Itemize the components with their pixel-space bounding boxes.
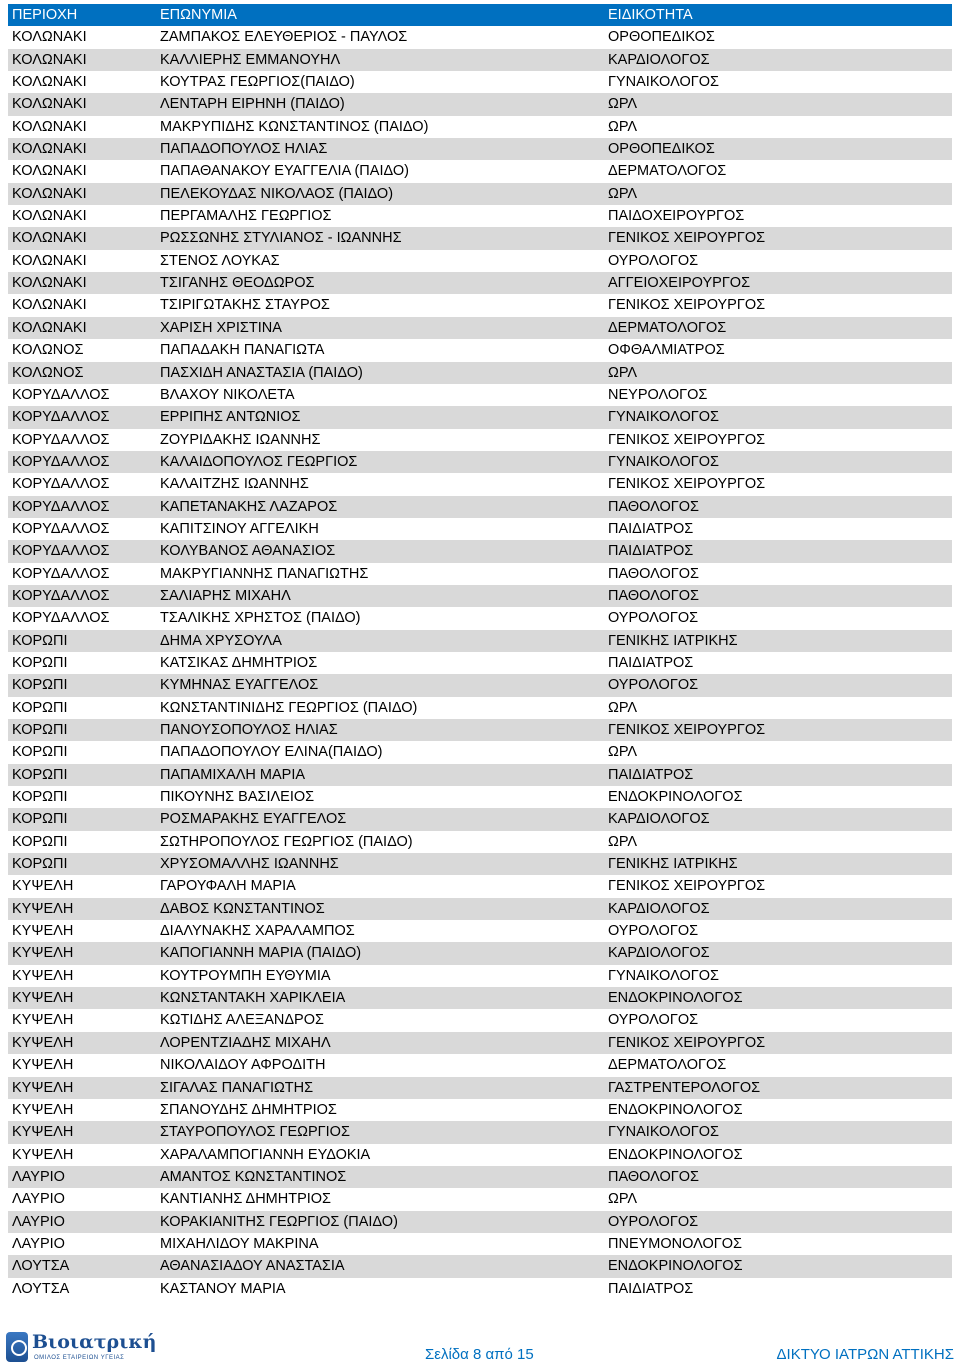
cell-specialty: ΓΥΝΑΙΚΟΛΟΓΟΣ	[608, 409, 719, 426]
table-row	[8, 630, 952, 652]
table-body	[8, 26, 952, 1300]
cell-specialty: ΓΥΝΑΙΚΟΛΟΓΟΣ	[608, 74, 719, 91]
cell-specialty: ΩΡΛ	[608, 364, 638, 381]
cell-specialty: ΕΝΔΟΚΡΙΝΟΛΟΓΟΣ	[608, 789, 743, 806]
cell-area: ΚΥΨΕΛΗ	[12, 900, 74, 917]
table-row	[8, 138, 952, 160]
cell-specialty: ΟΥΡΟΛΟΓΟΣ	[608, 252, 699, 269]
cell-area: ΛΑΥΡΙΟ	[12, 1213, 65, 1230]
cell-area: ΚΥΨΕΛΗ	[12, 945, 74, 962]
cell-name: ΑΜΑΝΤΟΣ ΚΩΝΣΤΑΝΤΙΝΟΣ	[160, 1168, 347, 1185]
cell-specialty: ΓΕΝΙΚΟΣ ΧΕΙΡΟΥΡΓΟΣ	[608, 230, 766, 247]
cell-area: ΚΟΡΩΠΙ	[12, 744, 68, 761]
cell-specialty: ΩΡΛ	[608, 699, 638, 716]
cell-specialty: ΩΡΛ	[608, 1191, 638, 1208]
cell-name: ΧΑΡΑΛΑΜΠΟΓΙΑΝΝΗ ΕΥΔΟΚΙΑ	[160, 1146, 371, 1163]
cell-area: ΚΟΡΥΔΑΛΛΟΣ	[12, 431, 110, 448]
table-row	[8, 898, 952, 920]
table-row	[8, 607, 952, 629]
cell-area: ΚΟΡΩΠΙ	[12, 654, 68, 671]
cell-area: ΚΟΡΩΠΙ	[12, 722, 68, 738]
cell-name: ΓΑΡΟΥΦΑΛΗ ΜΑΡΙΑ	[160, 878, 296, 895]
cell-name: ΣΩΤΗΡΟΠΟΥΛΟΣ ΓΕΩΡΓΙΟΣ (ΠΑΙΔΟ)	[160, 833, 413, 850]
cell-name: ΣΤΕΝΟΣ ΛΟΥΚΑΣ	[160, 252, 280, 269]
cell-specialty: ΠΑΘΟΛΟΓΟΣ	[608, 587, 700, 604]
cell-specialty: ΟΡΘΟΠΕΔΙΚΟΣ	[608, 29, 715, 46]
cell-specialty: ΝΕΥΡΟΛΟΓΟΣ	[608, 386, 708, 403]
cell-area: ΚΟΡΩΠΙ	[12, 811, 68, 828]
cell-area: ΚΥΨΕΛΗ	[12, 967, 74, 984]
table-row	[8, 563, 952, 585]
cell-area: ΚΟΡΥΔΑΛΛΟΣ	[12, 386, 110, 403]
table-row	[8, 205, 952, 227]
cell-specialty: ΓΕΝΙΚΟΣ ΧΕΙΡΟΥΡΓΟΣ	[608, 1034, 766, 1051]
cell-name: ΤΣΑΛΙΚΗΣ ΧΡΗΣΤΟΣ (ΠΑΙΔΟ)	[160, 610, 361, 627]
cell-specialty: ΩΡΛ	[608, 118, 638, 135]
table-row	[8, 764, 952, 786]
cell-area: ΚΟΛΩΝΑΚΙ	[12, 96, 87, 113]
cell-area: ΚΟΛΩΝΟΣ	[12, 364, 84, 381]
cell-area: ΚΟΡΩΠΙ	[12, 677, 68, 694]
cell-specialty: ΓΕΝΙΚΟΣ ΧΕΙΡΟΥΡΓΟΣ	[608, 297, 766, 314]
cell-area: ΛΑΥΡΙΟ	[12, 1235, 65, 1252]
cell-name: ΠΑΝΟΥΣΟΠΟΥΛΟΣ ΗΛΙΑΣ	[160, 722, 338, 738]
table-row	[8, 339, 952, 361]
cell-specialty: ΠΑΙΔΙΑΤΡΟΣ	[608, 543, 694, 560]
cell-name: ΚΥΜΗΝΑΣ ΕΥΑΓΓΕΛΟΣ	[160, 677, 319, 694]
cell-specialty: ΚΑΡΔΙΟΛΟΓΟΣ	[608, 811, 710, 828]
doctors-table	[8, 4, 952, 1300]
cell-name: ΤΣΙΡΙΓΩΤΑΚΗΣ ΣΤΑΥΡΟΣ	[160, 297, 330, 314]
table-row	[8, 317, 952, 339]
cell-specialty: ΓΕΝΙΚΗΣ ΙΑΤΡΙΚΗΣ	[608, 856, 738, 873]
cell-specialty: ΓΕΝΙΚΟΣ ΧΕΙΡΟΥΡΓΟΣ	[608, 878, 766, 895]
logo-badge-icon	[6, 1332, 28, 1362]
cell-name: ΚΟΛΥΒΑΝΟΣ ΑΘΑΝΑΣΙΟΣ	[160, 543, 336, 560]
cell-area: ΚΟΡΥΔΑΛΛΟΣ	[12, 520, 110, 537]
cell-name: ΜΙΧΑΗΛΙΔΟΥ ΜΑΚΡΙΝΑ	[160, 1235, 319, 1252]
cell-name: ΚΟΥΤΡΟΥΜΠΗ ΕΥΘΥΜΙΑ	[160, 967, 331, 984]
cell-name: ΚΑΠΕΤΑΝΑΚΗΣ ΛΑΖΑΡΟΣ	[160, 498, 338, 515]
table-row	[8, 93, 952, 115]
cell-name: ΜΑΚΡΥΓΙΑΝΝΗΣ ΠΑΝΑΓΙΩΤΗΣ	[160, 565, 369, 582]
table-row	[8, 1144, 952, 1166]
cell-name: ΚΑΠΟΓΙΑΝΝΗ ΜΑΡΙΑ (ΠΑΙΔΟ)	[160, 945, 362, 962]
cell-name: ΚΟΡΑΚΙΑΝΙΤΗΣ ΓΕΩΡΓΙΟΣ (ΠΑΙΔΟ)	[160, 1213, 398, 1230]
table-row	[8, 719, 952, 741]
cell-specialty: ΓΕΝΙΚΗΣ ΙΑΤΡΙΚΗΣ	[608, 632, 738, 649]
cell-name: ΖΟΥΡΙΔΑΚΗΣ ΙΩΑΝΝΗΣ	[160, 431, 321, 448]
table-row	[8, 697, 952, 719]
table-row	[8, 1255, 952, 1277]
cell-area: ΚΥΨΕΛΗ	[12, 1012, 74, 1029]
cell-name: ΠΕΛΕΚΟΥΔΑΣ ΝΙΚΟΛΑΟΣ (ΠΑΙΔΟ)	[160, 185, 394, 202]
cell-specialty: ΚΑΡΔΙΟΛΟΓΟΣ	[608, 900, 710, 917]
cell-area: ΚΟΡΥΔΑΛΛΟΣ	[12, 565, 110, 582]
cell-area: ΚΟΛΩΝΑΚΙ	[12, 141, 87, 158]
cell-specialty: ΓΕΝΙΚΟΣ ΧΕΙΡΟΥΡΓΟΣ	[608, 431, 766, 448]
table-row	[8, 294, 952, 316]
cell-area: ΚΥΨΕΛΗ	[12, 923, 74, 940]
cell-name: ΔΙΑΛΥΝΑΚΗΣ ΧΑΡΑΛΑΜΠΟΣ	[160, 923, 355, 940]
cell-name: ΕΡΡΙΠΗΣ ΑΝΤΩΝΙΟΣ	[160, 409, 301, 426]
cell-specialty: ΕΝΔΟΚΡΙΝΟΛΟΓΟΣ	[608, 1258, 743, 1275]
cell-area: ΚΟΛΩΝΑΚΙ	[12, 74, 87, 91]
cell-specialty: ΟΥΡΟΛΟΓΟΣ	[608, 923, 699, 940]
cell-area: ΛΟΥΤΣΑ	[12, 1280, 70, 1297]
cell-specialty: ΠΝΕΥΜΟΝΟΛΟΓΟΣ	[608, 1235, 743, 1252]
cell-specialty: ΑΓΓΕΙΟΧΕΙΡΟΥΡΓΟΣ	[608, 275, 751, 292]
table-row	[8, 473, 952, 495]
table-row	[8, 965, 952, 987]
cell-area: ΚΟΡΥΔΑΛΛΟΣ	[12, 409, 110, 426]
cell-name: ΠΑΣΧΙΔΗ ΑΝΑΣΤΑΣΙΑ (ΠΑΙΔΟ)	[160, 364, 363, 381]
cell-area: ΛΑΥΡΙΟ	[12, 1191, 65, 1208]
cell-name: ΣΑΛΙΑΡΗΣ ΜΙΧΑΗΛ	[160, 587, 291, 604]
cell-specialty: ΠΑΙΔΟΧΕΙΡΟΥΡΓΟΣ	[608, 208, 745, 225]
table-row	[8, 362, 952, 384]
table-row	[8, 1032, 952, 1054]
cell-area: ΚΟΡΥΔΑΛΛΟΣ	[12, 453, 110, 470]
table-row	[8, 429, 952, 451]
cell-area: ΚΥΨΕΛΗ	[12, 1146, 74, 1163]
cell-specialty: ΓΥΝΑΙΚΟΛΟΓΟΣ	[608, 453, 719, 470]
cell-area: ΚΟΡΩΠΙ	[12, 766, 68, 783]
cell-name: ΣΠΑΝΟΥΔΗΣ ΔΗΜΗΤΡΙΟΣ	[160, 1101, 337, 1118]
cell-name: ΚΑΝΤΙΑΝΗΣ ΔΗΜΗΤΡΙΟΣ	[160, 1191, 332, 1208]
table-row	[8, 1278, 952, 1300]
cell-name: ΠΑΠΑΔΟΠΟΥΛΟΣ ΗΛΙΑΣ	[160, 141, 328, 158]
table-row	[8, 496, 952, 518]
cell-specialty: ΕΝΔΟΚΡΙΝΟΛΟΓΟΣ	[608, 990, 743, 1007]
cell-specialty: ΩΡΛ	[608, 833, 638, 850]
cell-area: ΚΟΡΩΠΙ	[12, 699, 68, 716]
cell-specialty: ΔΕΡΜΑΤΟΛΟΓΟΣ	[608, 1057, 727, 1074]
table-row	[8, 1211, 952, 1233]
cell-area: ΚΟΛΩΝΑΚΙ	[12, 319, 87, 336]
cell-specialty: ΓΥΝΑΙΚΟΛΟΓΟΣ	[608, 1124, 719, 1141]
cell-specialty: ΠΑΙΔΙΑΤΡΟΣ	[608, 1280, 694, 1297]
cell-name: ΛΟΡΕΝΤΖΙΑΔΗΣ ΜΙΧΑΗΛ	[160, 1034, 331, 1051]
table-row	[8, 540, 952, 562]
table-row	[8, 1166, 952, 1188]
table-row	[8, 1009, 952, 1031]
cell-area: ΚΟΡΥΔΑΛΛΟΣ	[12, 610, 110, 627]
cell-name: ΡΩΣΣΩΝΗΣ ΣΤΥΛΙΑΝΟΣ - ΙΩΑΝΝΗΣ	[160, 230, 402, 247]
cell-specialty: ΚΑΡΔΙΟΛΟΓΟΣ	[608, 51, 710, 68]
table-row	[8, 831, 952, 853]
page-footer	[0, 1326, 960, 1371]
cell-name: ΝΙΚΟΛΑΙΔΟΥ ΑΦΡΟΔΙΤΗ	[160, 1057, 326, 1074]
cell-area: ΚΥΨΕΛΗ	[12, 878, 74, 895]
cell-specialty: ΩΡΛ	[608, 185, 638, 202]
cell-name: ΚΩΤΙΔΗΣ ΑΛΕΞΑΝΔΡΟΣ	[160, 1012, 324, 1029]
cell-area: ΚΟΡΩΠΙ	[12, 856, 68, 873]
cell-name: ΠΑΠΑΔΟΠΟΥΛΟΥ ΕΛΙΝΑ(ΠΑΙΔΟ)	[160, 744, 383, 761]
biomed-logo-icon	[6, 1330, 157, 1366]
header-specialty: ΕΙΔΙΚΟΤΗΤΑ	[608, 7, 693, 23]
table-row	[8, 875, 952, 897]
cell-specialty: ΠΑΙΔΙΑΤΡΟΣ	[608, 654, 694, 671]
cell-area: ΚΟΛΩΝΑΚΙ	[12, 163, 87, 180]
cell-specialty: ΚΑΡΔΙΟΛΟΓΟΣ	[608, 945, 710, 962]
cell-specialty: ΓΕΝΙΚΟΣ ΧΕΙΡΟΥΡΓΟΣ	[608, 476, 766, 493]
cell-name: ΠΑΠΑΘΑΝΑΚΟΥ ΕΥΑΓΓΕΛΙΑ (ΠΑΙΔΟ)	[160, 163, 409, 180]
cell-area: ΚΟΡΩΠΙ	[12, 632, 68, 649]
cell-area: ΚΥΨΕΛΗ	[12, 990, 74, 1007]
cell-area: ΚΟΛΩΝΑΚΙ	[12, 51, 87, 68]
cell-name: ΖΑΜΠΑΚΟΣ ΕΛΕΥΘΕΡΙΟΣ - ΠΑΥΛΟΣ	[160, 29, 408, 46]
table-row	[8, 116, 952, 138]
cell-specialty: ΠΑΘΟΛΟΓΟΣ	[608, 498, 700, 515]
cell-name: ΔΗΜΑ ΧΡΥΣΟΥΛΑ	[160, 632, 282, 649]
cell-specialty: ΕΝΔΟΚΡΙΝΟΛΟΓΟΣ	[608, 1146, 743, 1163]
cell-area: ΚΟΛΩΝΑΚΙ	[12, 118, 87, 135]
cell-area: ΚΥΨΕΛΗ	[12, 1057, 74, 1074]
cell-name: ΑΘΑΝΑΣΙΑΔΟΥ ΑΝΑΣΤΑΣΙΑ	[160, 1258, 345, 1275]
table-row	[8, 272, 952, 294]
cell-area: ΚΟΡΩΠΙ	[12, 789, 68, 806]
table-row	[8, 942, 952, 964]
cell-specialty: ΓΕΝΙΚΟΣ ΧΕΙΡΟΥΡΓΟΣ	[608, 722, 766, 738]
cell-name: ΠΑΠΑΔΑΚΗ ΠΑΝΑΓΙΩΤΑ	[160, 342, 325, 359]
cell-name: ΒΛΑΧΟΥ ΝΙΚΟΛΕΤΑ	[160, 386, 295, 403]
cell-area: ΚΟΛΩΝΑΚΙ	[12, 185, 87, 202]
table-row	[8, 406, 952, 428]
table-row	[8, 1233, 952, 1255]
table-row	[8, 987, 952, 1009]
cell-name: ΧΡΥΣΟΜΑΛΛΗΣ ΙΩΑΝΝΗΣ	[160, 856, 339, 873]
cell-name: ΠΙΚΟΥΝΗΣ ΒΑΣΙΛΕΙΟΣ	[160, 789, 315, 806]
cell-specialty: ΓΑΣΤΡΕΝΤΕΡΟΛΟΓΟΣ	[608, 1079, 761, 1096]
cell-area: ΚΥΨΕΛΗ	[12, 1079, 74, 1096]
table-row	[8, 451, 952, 473]
cell-name: ΠΑΠΑΜΙΧΑΛΗ ΜΑΡΙΑ	[160, 766, 306, 783]
cell-name: ΚΑΠΙΤΣΙΝΟΥ ΑΓΓΕΛΙΚΗ	[160, 520, 319, 537]
cell-name: ΚΑΛΑΙΔΟΠΟΥΛΟΣ ΓΕΩΡΓΙΟΣ	[160, 453, 358, 470]
table-row	[8, 1099, 952, 1121]
table-row	[8, 160, 952, 182]
cell-name: ΚΟΥΤΡΑΣ ΓΕΩΡΓΙΟΣ(ΠΑΙΔΟ)	[160, 74, 355, 91]
cell-area: ΚΟΡΥΔΑΛΛΟΣ	[12, 587, 110, 604]
table-row	[8, 227, 952, 249]
table-row	[8, 518, 952, 540]
cell-name: ΡΟΣΜΑΡΑΚΗΣ ΕΥΑΓΓΕΛΟΣ	[160, 811, 347, 828]
cell-name: ΜΑΚΡΥΠΙΔΗΣ ΚΩΝΣΤΑΝΤΙΝΟΣ (ΠΑΙΔΟ)	[160, 118, 429, 135]
cell-specialty: ΩΡΛ	[608, 96, 638, 113]
cell-area: ΚΟΛΩΝΑΚΙ	[12, 275, 87, 292]
cell-specialty: ΕΝΔΟΚΡΙΝΟΛΟΓΟΣ	[608, 1101, 743, 1118]
table-row	[8, 1077, 952, 1099]
cell-area: ΚΟΛΩΝΟΣ	[12, 342, 84, 359]
cell-name: ΚΑΤΣΙΚΑΣ ΔΗΜΗΤΡΙΟΣ	[160, 654, 318, 671]
cell-specialty: ΟΡΘΟΠΕΔΙΚΟΣ	[608, 141, 715, 158]
cell-specialty: ΠΑΘΟΛΟΓΟΣ	[608, 565, 700, 582]
cell-specialty: ΠΑΘΟΛΟΓΟΣ	[608, 1168, 700, 1185]
cell-area: ΚΟΛΩΝΑΚΙ	[12, 230, 87, 247]
cell-area: ΚΟΡΥΔΑΛΛΟΣ	[12, 498, 110, 515]
cell-name: ΠΕΡΓΑΜΑΛΗΣ ΓΕΩΡΓΙΟΣ	[160, 208, 332, 225]
table-row	[8, 652, 952, 674]
logo-text: Βιοιατρική	[32, 1331, 157, 1353]
cell-name: ΚΑΛΛΙΕΡΗΣ ΕΜΜΑΝΟΥΗΛ	[160, 51, 341, 68]
cell-specialty: ΩΡΛ	[608, 744, 638, 761]
cell-area: ΚΥΨΕΛΗ	[12, 1101, 74, 1118]
cell-area: ΚΟΡΥΔΑΛΛΟΣ	[12, 476, 110, 493]
cell-specialty: ΔΕΡΜΑΤΟΛΟΓΟΣ	[608, 319, 727, 336]
cell-area: ΚΥΨΕΛΗ	[12, 1034, 74, 1051]
cell-specialty: ΟΥΡΟΛΟΓΟΣ	[608, 677, 699, 694]
cell-area: ΚΟΡΩΠΙ	[12, 833, 68, 850]
cell-name: ΣΤΑΥΡΟΠΟΥΛΟΣ ΓΕΩΡΓΙΟΣ	[160, 1124, 350, 1141]
cell-area: ΛΟΥΤΣΑ	[12, 1258, 70, 1275]
header-area: ΠΕΡΙΟΧΗ	[12, 7, 78, 23]
table-row	[8, 1188, 952, 1210]
cell-area: ΚΟΛΩΝΑΚΙ	[12, 297, 87, 314]
cell-area: ΚΥΨΕΛΗ	[12, 1124, 74, 1141]
cell-area: ΛΑΥΡΙΟ	[12, 1168, 65, 1185]
table-header	[8, 4, 952, 26]
cell-name: ΔΑΒΟΣ ΚΩΝΣΤΑΝΤΙΝΟΣ	[160, 900, 325, 917]
cell-name: ΚΑΛΑΙΤΖΗΣ ΙΩΑΝΝΗΣ	[160, 476, 309, 493]
table-row	[8, 49, 952, 71]
cell-name: ΚΩΝΣΤΑΝΤΙΝΙΔΗΣ ΓΕΩΡΓΙΟΣ (ΠΑΙΔΟ)	[160, 699, 418, 716]
table-row	[8, 853, 952, 875]
table-row	[8, 26, 952, 48]
cell-area: ΚΟΛΩΝΑΚΙ	[12, 252, 87, 269]
cell-specialty: ΠΑΙΔΙΑΤΡΟΣ	[608, 766, 694, 783]
cell-name: ΣΙΓΑΛΑΣ ΠΑΝΑΓΙΩΤΗΣ	[160, 1079, 314, 1096]
table-row	[8, 1054, 952, 1076]
cell-specialty: ΟΥΡΟΛΟΓΟΣ	[608, 1012, 699, 1029]
cell-area: ΚΟΡΥΔΑΛΛΟΣ	[12, 543, 110, 560]
cell-specialty: ΔΕΡΜΑΤΟΛΟΓΟΣ	[608, 163, 727, 180]
table-row	[8, 674, 952, 696]
table-row	[8, 183, 952, 205]
page-number: Σελίδα 8 από 15	[425, 1346, 534, 1363]
network-title: ΔΙΚΤΥΟ ΙΑΤΡΩΝ ΑΤΤΙΚΗΣ	[776, 1346, 954, 1363]
cell-name: ΧΑΡΙΣΗ ΧΡΙΣΤΙΝΑ	[160, 319, 282, 336]
cell-specialty: ΠΑΙΔΙΑΤΡΟΣ	[608, 520, 694, 537]
table-row	[8, 71, 952, 93]
cell-name: ΛΕΝΤΑΡΗ ΕΙΡΗΝΗ (ΠΑΙΔΟ)	[160, 96, 345, 113]
table-row	[8, 585, 952, 607]
cell-area: ΚΟΛΩΝΑΚΙ	[12, 208, 87, 225]
cell-name: ΤΣΙΓΑΝΗΣ ΘΕΟΔΩΡΟΣ	[160, 275, 315, 292]
table-row	[8, 808, 952, 830]
cell-name: ΚΑΣΤΑΝΟΥ ΜΑΡΙΑ	[160, 1280, 286, 1297]
cell-specialty: ΟΦΘΑΛΜΙΑΤΡΟΣ	[608, 342, 725, 359]
table-row	[8, 786, 952, 808]
cell-name: ΚΩΝΣΤΑΝΤΑΚΗ ΧΑΡΙΚΛΕΙΑ	[160, 990, 346, 1007]
header-name: ΕΠΩΝΥΜΙΑ	[160, 7, 237, 23]
table-row	[8, 920, 952, 942]
cell-specialty: ΟΥΡΟΛΟΓΟΣ	[608, 610, 699, 627]
table-row	[8, 250, 952, 272]
table-row	[8, 384, 952, 406]
logo-subtext: ΟΜΙΛΟΣ ΕΤΑΙΡΕΙΩΝ ΥΓΕΙΑΣ	[34, 1355, 125, 1361]
table-row	[8, 741, 952, 763]
table-row	[8, 1121, 952, 1143]
cell-area: ΚΟΛΩΝΑΚΙ	[12, 29, 87, 46]
cell-specialty: ΟΥΡΟΛΟΓΟΣ	[608, 1213, 699, 1230]
cell-specialty: ΓΥΝΑΙΚΟΛΟΓΟΣ	[608, 967, 719, 984]
